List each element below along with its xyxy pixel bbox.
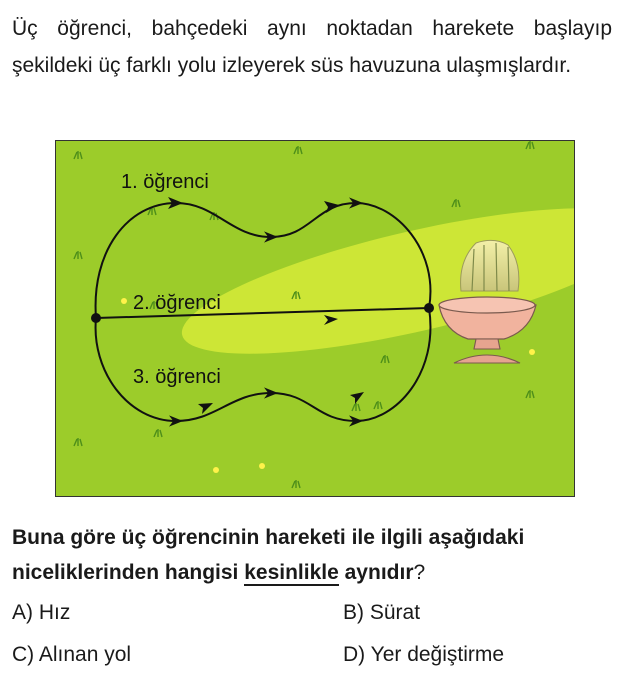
choice-a[interactable]: A) Hız bbox=[12, 601, 71, 624]
choice-b[interactable]: B) Sürat bbox=[343, 601, 421, 624]
garden-scene bbox=[56, 141, 575, 497]
route-label-1: 1. öğrenci bbox=[121, 171, 209, 193]
route-label-2: 2. öğrenci bbox=[133, 292, 221, 314]
end-point bbox=[424, 303, 434, 313]
question-intro: Üç öğrenci, bahçedeki aynı noktadan harekete başlayıp şekildeki üç farklı yolu izleyerek süs havuzuna ulaşmışlardır. bbox=[12, 17, 612, 77]
garden-figure bbox=[55, 140, 575, 497]
question-emphasis: kesinlikle bbox=[244, 561, 339, 584]
question-mark: ? bbox=[413, 561, 426, 584]
start-point bbox=[91, 313, 101, 323]
question-prefix: Buna göre üç öğrencinin hareketi ile ilgili aşağıdaki niceliklerinden hangisi bbox=[12, 526, 525, 584]
question-text bbox=[12, 520, 622, 590]
choice-d[interactable]: D) Yer değiştirme bbox=[343, 643, 505, 666]
route-label-3: 3. öğrenci bbox=[133, 366, 221, 388]
question-suffix: aynıdır bbox=[338, 561, 414, 584]
choice-c[interactable]: C) Alınan yol bbox=[12, 643, 132, 666]
